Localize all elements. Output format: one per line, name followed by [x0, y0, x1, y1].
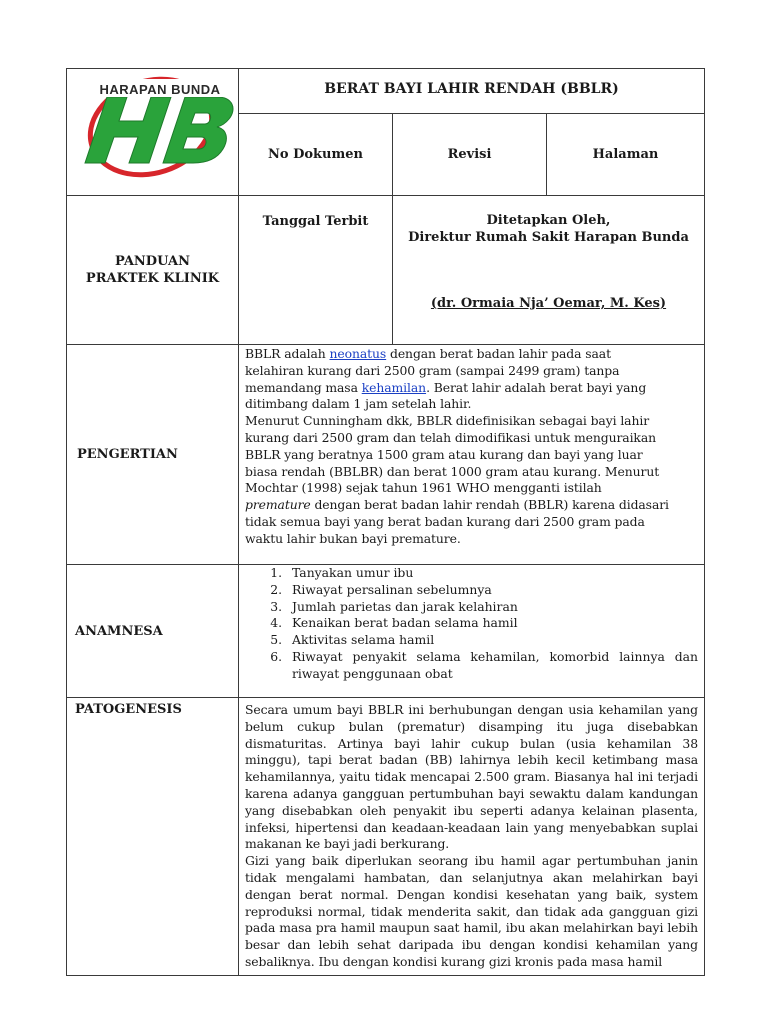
kehamilan-link[interactable]: kehamilan	[361, 379, 427, 395]
ditetapkan-label: Ditetapkan Oleh,	[486, 213, 611, 228]
pengertian-content	[239, 345, 705, 565]
tanggal-terbit-label: Tanggal Terbit	[239, 196, 393, 345]
no-dokumen-header: No Dokumen	[239, 113, 393, 195]
patogenesis-paragraph-2: Gizi yang baik diperlukan seorang ibu hamil agar pertumbuhan janin tidak mengalami hambatan, dan selanjutnya akan melahirkan bayi dengan berat normal. Dengan kondisi kesehatan yang baik, system reproduksi normal, tidak menderita sakit, dan tidak ada gangguan gizi pada masa pra hamil maupun saat hamil, ibu akan melahirkan bayi lebih besar dan lebih sehat daripada ibu dengan kondisi kehamilan yang sebaliknya. Ibu dengan kondisi kurang gizi kronis pada masa hamil	[245, 853, 698, 969]
halaman-header: Halaman	[547, 113, 705, 195]
panduan-cell	[67, 196, 239, 345]
anamnesa-content	[239, 565, 705, 698]
anamnesa-list	[239, 565, 698, 683]
logo-monogram-icon	[85, 97, 233, 163]
pengertian-paragraph-2: Menurut Cunningham dkk, BBLR didefinisikan sebagai bayi lahir kurang dari 2500 gram dan telah dimodifikasi untuk menguraikan BBLR yang beratnya 1500 gram atau kurang dan bayi yang luar biasa rendah (BBLBR) dan berat 1000 gram atau kurang. Menurut Mochtar (1998) sejak tahun 1961 WHO mengganti istilah premature dengan berat badan lahir rendah (BBLR) karena didasari tidak semua bayi yang berat badan kurang dari 2500 gram pada waktu lahir bukan bayi premature.	[245, 413, 669, 546]
revisi-header: Revisi	[393, 113, 547, 195]
patogenesis-label: PATOGENESIS	[67, 698, 239, 976]
list-item: 4. Kenaikan berat badan selama hamil	[286, 615, 698, 632]
hospital-logo	[67, 69, 239, 191]
director-title: Direktur Rumah Sakit Harapan Bunda	[408, 230, 689, 245]
list-item: 3. Jumlah parietas dan jarak kelahiran	[286, 599, 698, 616]
pengertian-label: PENGERTIAN	[67, 345, 239, 565]
patogenesis-paragraph-1: Secara umum bayi BBLR ini berhubungan dengan usia kehamilan yang belum cukup bulan (prematur) disamping itu juga disebabkan dismaturitas. Artinya bayi lahir cukup bulan (usia kehamilan 38 minggu), tapi berat badan (BB) lahirnya lebih kecil ketimbang masa kehamilannya, yaitu tidak mencapai 2.500 gram. Biasanya hal ini terjadi karena adanya gangguan pertumbuhan bayi sewaktu dalam kandungan yang disebabkan oleh penyakit ibu seperti adanya kelainan plasenta, infeksi, hipertensi dan keadaan-keadaan lain yang menyebabkan suplai makanan ke bayi jadi berkurang.	[245, 702, 698, 852]
neonatus-link[interactable]: neonatus	[329, 346, 387, 361]
list-item: 6. Riwayat penyakit selama kehamilan, komorbid lainnya dan riwayat penggunaan obat	[286, 649, 698, 683]
patogenesis-content	[239, 698, 705, 976]
panduan-label: PANDUAN PRAKTEK KLINIK	[85, 254, 220, 286]
document-table	[66, 68, 705, 976]
ditetapkan-cell	[393, 196, 705, 345]
list-item: 5. Aktivitas selama hamil	[286, 632, 698, 649]
pengertian-paragraph-1: BBLR adalah neonatus dengan berat badan lahir pada saat kelahiran kurang dari 2500 gram (sampai 2499 gram) tanpa memandang masa kehamilan. Berat lahir adalah berat bayi yang ditimbang dalam 1 jam setelah lahir.	[245, 346, 647, 412]
signatory-name: (dr. Ormaia Nja’ Oemar, M. Kes)	[430, 296, 667, 311]
document-title: BERAT BAYI LAHIR RENDAH (BBLR)	[239, 69, 705, 114]
list-item: 2. Riwayat persalinan sebelumnya	[286, 582, 698, 599]
logo-brand-text: HARAPAN BUNDA	[99, 82, 221, 97]
list-item: 1. Tanyakan umur ibu	[286, 565, 698, 582]
anamnesa-label: ANAMNESA	[67, 565, 239, 698]
logo-cell	[67, 69, 239, 196]
